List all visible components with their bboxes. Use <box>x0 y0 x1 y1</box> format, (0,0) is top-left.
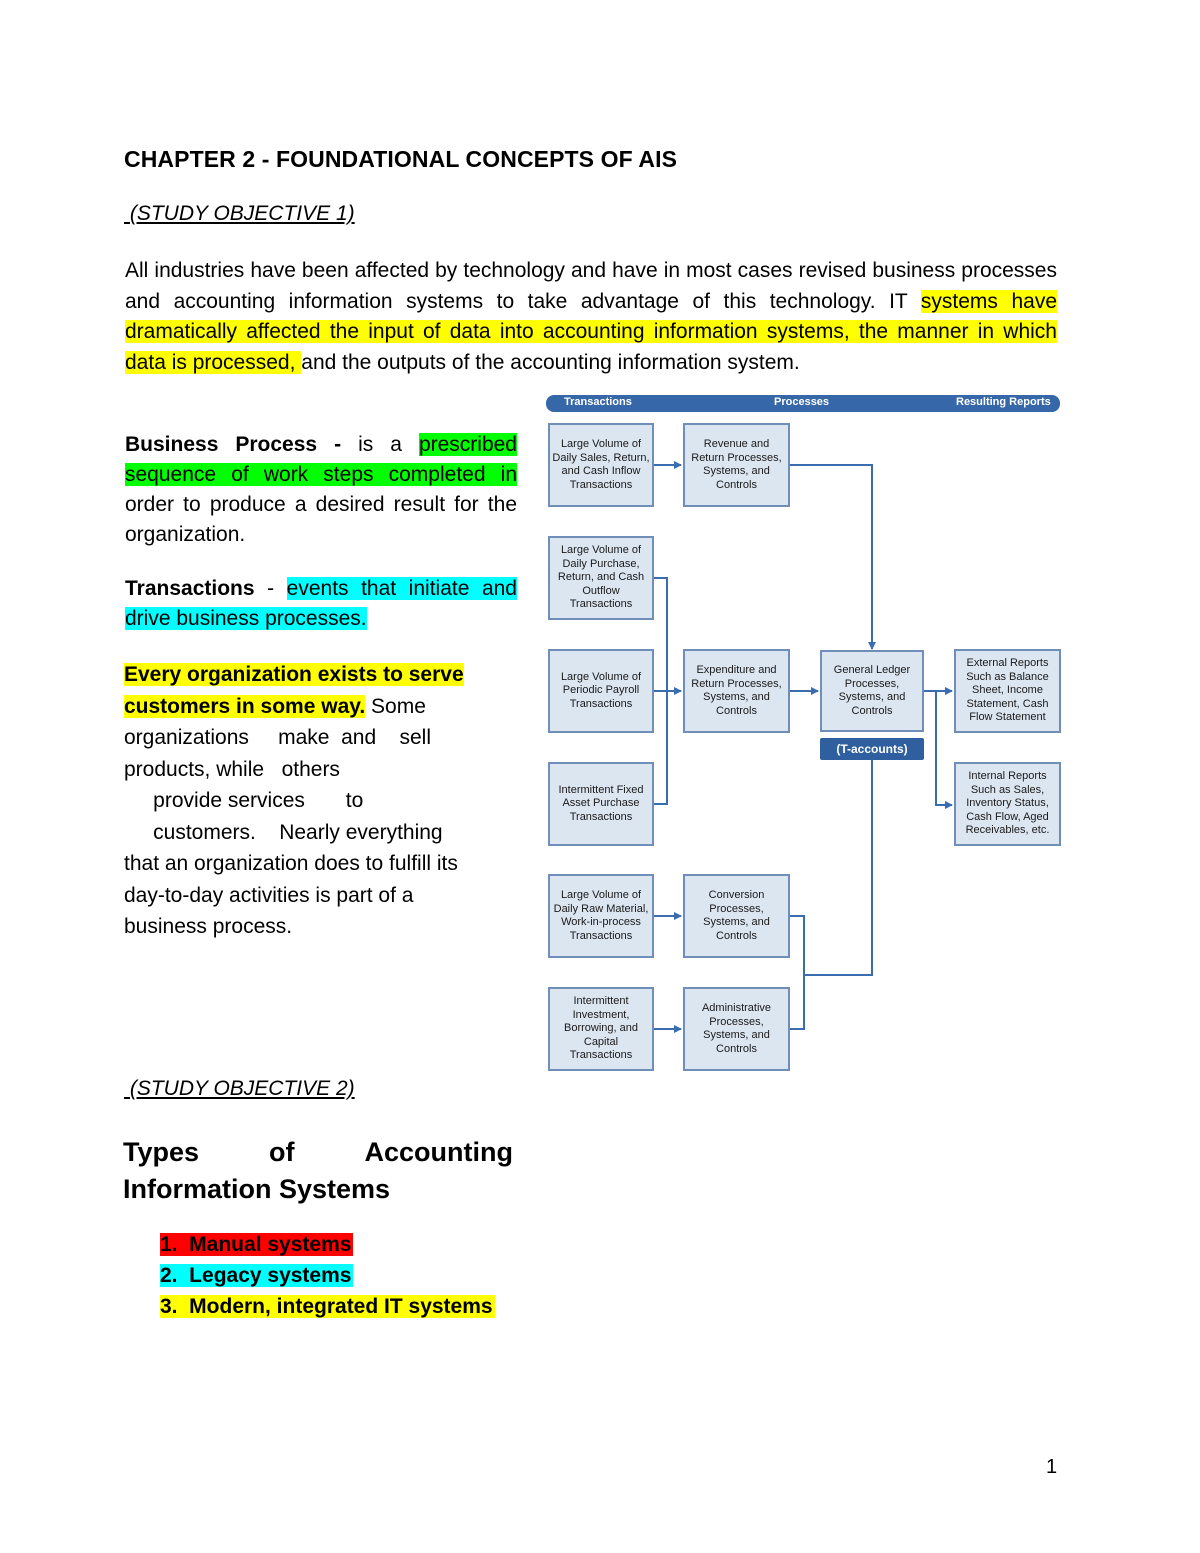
list-item <box>160 1291 495 1322</box>
arrow-revenue-to-gl <box>790 465 872 649</box>
accounting-word: Accounting <box>364 1137 513 1167</box>
t-accounts-label: (T-accounts) <box>820 738 924 760</box>
general-ledger-box: General Ledger Processes, Systems, and Controls <box>820 650 924 732</box>
organization-paragraph <box>124 659 504 943</box>
arrow-to-taccounts <box>804 741 872 975</box>
transactions-dash: - <box>254 577 287 600</box>
bracket-conversion-admin <box>790 916 804 1029</box>
transaction-box-purchase: Large Volume of Daily Purchase, Return, and Cash Outflow Transactions <box>548 536 654 620</box>
org-line-6: customers. Nearly everything <box>124 820 443 844</box>
transaction-box-fixed-asset: Intermittent Fixed Asset Purchase Transactions <box>548 762 654 846</box>
business-process-rest: order to produce a desired result for the organization. <box>125 493 517 546</box>
org-line-2-rest: Some <box>365 694 426 718</box>
list-item-label: 1. Manual systems <box>160 1233 352 1256</box>
study-objective-1: (STUDY OBJECTIVE 1) <box>124 202 355 225</box>
types-heading <box>123 1134 513 1208</box>
intro-highlight: systems have dramatically affected the input of data into accounting information systems, the manner in which data is processed, <box>125 289 1057 374</box>
business-process-is-a: is a <box>341 433 419 456</box>
transaction-box-sales: Large Volume of Daily Sales, Return, and Cash Inflow Transactions <box>548 423 654 507</box>
process-box-administrative: Administrative Processes, Systems, and Controls <box>683 987 790 1071</box>
org-line-7: that an organization does to fulfill its <box>124 852 458 875</box>
types-list <box>160 1229 495 1322</box>
transactions-highlight: events that initiate and drive business processes. <box>125 577 517 630</box>
transactions-definition <box>125 574 517 634</box>
business-process-diagram <box>546 395 1062 1075</box>
list-item-label: 3. Modern, integrated IT systems <box>160 1295 493 1318</box>
report-box-external: External Reports Such as Balance Sheet, Income Statement, Cash Flow Statement <box>954 649 1061 733</box>
business-process-term: Business Process - <box>125 433 342 456</box>
org-highlight-2: customers in some way. <box>124 694 366 718</box>
transaction-box-payroll: Large Volume of Periodic Payroll Transactions <box>548 649 654 733</box>
process-box-revenue: Revenue and Return Processes, Systems, and Controls <box>683 423 790 507</box>
org-line-5: provide services to <box>124 789 364 812</box>
org-line-1 <box>124 659 504 691</box>
org-highlight-1: Every organization exists to serve <box>124 663 464 686</box>
page-number: 1 <box>1046 1456 1058 1478</box>
definitions-column <box>125 430 517 658</box>
transaction-box-investment: Intermittent Investment, Borrowing, and Capital Transactions <box>548 987 654 1071</box>
types-word: Types <box>123 1137 200 1167</box>
list-item <box>160 1260 495 1291</box>
intro-paragraph <box>125 256 1057 378</box>
process-box-expenditure: Expenditure and Return Processes, Systems, and Controls <box>683 649 790 733</box>
study-objective-2: (STUDY OBJECTIVE 2) <box>124 1077 355 1100</box>
org-line-8: day-to-day activities is part of a <box>124 883 414 907</box>
transaction-box-raw-material: Large Volume of Daily Raw Material, Work-in-process Transactions <box>548 874 654 958</box>
types-heading-row-1 <box>123 1134 513 1171</box>
process-box-conversion: Conversion Processes, Systems, and Controls <box>683 874 790 958</box>
business-process-definition <box>125 430 517 550</box>
list-item <box>160 1229 495 1260</box>
org-line-9: business process. <box>124 915 293 938</box>
arrow-to-external <box>936 691 952 805</box>
org-line-3: organizations make and sell <box>124 726 431 749</box>
business-process-highlight: prescribed sequence of work steps completed in <box>125 433 517 486</box>
header-processes: Processes <box>774 396 830 408</box>
intro-text-2: and the outputs of the accounting information system. <box>301 350 800 374</box>
report-box-internal: Internal Reports Such as Sales, Inventory Status, Cash Flow, Aged Receivables, etc. <box>954 762 1061 846</box>
header-reports: Resulting Reports <box>956 396 1051 408</box>
org-line-4: products, while others <box>124 757 340 781</box>
types-heading-row-2: Information Systems <box>123 1174 391 1204</box>
org-line-2 <box>124 691 504 723</box>
of-word: of <box>269 1137 295 1167</box>
header-transactions: Transactions <box>564 396 632 408</box>
chapter-title: CHAPTER 2 - FOUNDATIONAL CONCEPTS OF AIS <box>124 146 678 172</box>
intro-text-1: All industries have been affected by technology and have in most cases revised business processes and accounting information systems to take advantage of this technology. IT <box>125 259 1057 313</box>
transactions-term: Transactions <box>125 577 255 600</box>
list-item-label: 2. Legacy systems <box>160 1264 352 1287</box>
